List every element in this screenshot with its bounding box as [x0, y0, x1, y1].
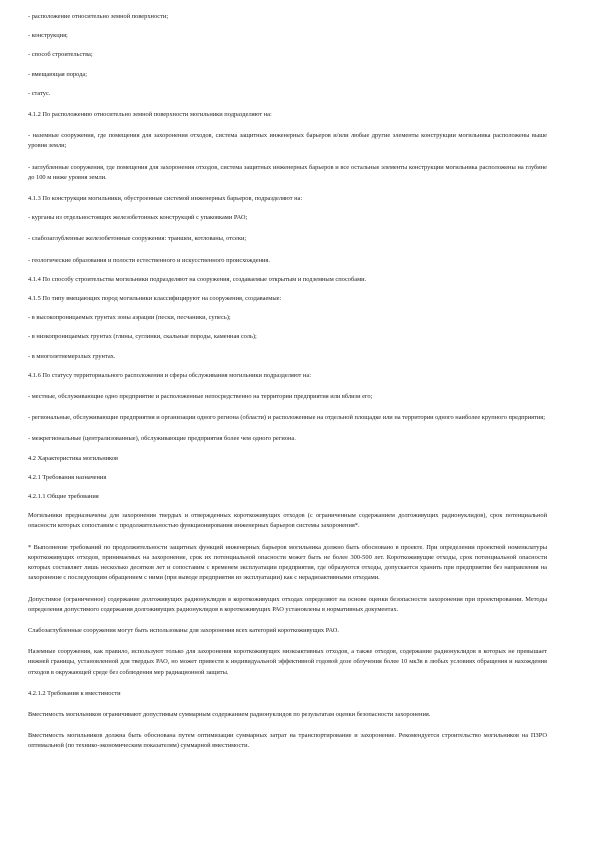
list-item: - региональные, обслуживающие предприятия и организации одного региона (области) и расположенные на отдельной площадке или на территории одного наиболее крупного предприятия; [28, 414, 546, 422]
list-item: - курганы из отдельностоящих железобетонных конструкций с упаковками РАО; [28, 214, 248, 222]
list-item: - местные, обслуживающие одно предприятие и расположенные непосредственно на территории предприятия или вблизи его; [28, 393, 373, 401]
list-item: - слабозаглубленные железобетонные сооружения: траншеи, котлованы, отсеки; [28, 235, 247, 243]
clause-4-1-3: 4.1.3 По конструкции могильники, обустроенные системой инженерных барьеров, подразделяют на: [28, 195, 303, 203]
list-item: - геологические образования и полости естественного и искусственного происхождения. [28, 256, 270, 264]
list-item: - наземные сооружения, где помещения для захоронения отходов, система защитных инженерных барьеров и/или любые другие элементы конструкции могильника расположены выше уровня земли; [28, 132, 547, 150]
paragraph: Наземные сооружения, как правило, используют только для захоронения короткоживущих низкоактивных отходов, а также отходов, содержание радионуклидов в которых не превышает нижней границы, установленной для твердых РАО, но может привести к индивидуальной эффективной годовой дозе облучения более 10 мкЗв в любых условиях обращения и нахождения отходов в окружающей среде без соблюдения мер радиационной защиты. [28, 648, 547, 676]
list-item: - межрегиональные (централизованные), обслуживающие предприятия более чем одного региона. [28, 435, 296, 443]
paragraph: Вместимость могильников должна быть обоснована путем оптимизации суммарных затрат на транспортирование и захоронение. Рекомендуется строительство могильников на ПЗРО оптимальной (по технико-экономическим показателям) суммарной вместимости. [28, 732, 547, 750]
clause-4-1-6: 4.1.6 По статусу территориального расположения и сферы обслуживания могильники подразделяют на: [28, 371, 311, 379]
list-item: - статус. [28, 89, 51, 97]
list-item: - в многолетнемерзлых грунтах. [28, 352, 116, 360]
paragraph: Допустимое (ограниченное) содержание долгоживущих радионуклидов в короткоживущих отходах определяют на основе оценки безопасности захоронения при проектировании. Методы определения допустимого содержания долгоживущих радионуклидов в короткоживущих РАО установлены в нормативных документах. [28, 595, 547, 613]
subsection-heading-4-2-1-2: 4.2.1.2 Требования к вместимости [28, 689, 121, 697]
subsection-heading-4-2-1-1: 4.2.1.1 Общие требования [28, 493, 99, 501]
list-item: - вмещающая порода; [28, 70, 88, 78]
footnote: * Выполнение требований по продолжительности защитных функций инженерных барьеров могильника должно быть обосновано в проекте. При определении проектной номенклатуры короткоживущих отходов, принимаемых на захоронение, срок их потенциальной опасности может быть не более 300-500 лет. Короткоживущие отходы, срок потенциальной опасности которых составляет лишь несколько десятков лет и сопоставим с временем эксплуатации предприятия, где образуются отходы, допускается хранить при предприятии без направления на захоронение с последующим обращением с ними (при выводе предприятия из эксплуатации) как с нерадиоактивными отходами. [28, 543, 547, 582]
list-item: - заглубленные сооружения, где помещения для захоронения отходов, система защитных инженерных барьеров и все остальные элементы конструкции могильника расположены на глубине до 100 м ниже уровня земли. [28, 163, 547, 181]
paragraph: Слабозаглубленные сооружения могут быть использованы для захоронения всех категорий короткоживущих РАО. [28, 626, 339, 634]
paragraph: Вместимость могильников ограничивают допустимым суммарным содержанием радионуклидов по результатам оценки безопасности захоронения. [28, 710, 431, 718]
list-item: - расположение относительно земной поверхности; [28, 13, 169, 20]
list-item: - конструкция; [28, 32, 68, 40]
clause-4-1-4: 4.1.4 По способу строительства могильники подразделяют на сооружения, создаваемые открытым и подземным способами. [28, 275, 367, 283]
clause-4-1-2: 4.1.2 По расположению относительно земной поверхности могильники подразделяют на: [28, 111, 272, 119]
clause-4-1-5: 4.1.5 По типу вмещающих пород могильники классифицируют на сооружения, создаваемые: [28, 295, 282, 303]
list-item: - в низкопроницаемых грунтах (глины, суглинки, скальные породы, каменная соль); [28, 333, 257, 341]
section-heading-4-2: 4.2 Характеристика могильников [28, 454, 119, 462]
subsection-heading-4-2-1: 4.2.1 Требования назначения [28, 473, 107, 481]
list-item: - в высокопроницаемых грунтах зоны аэрации (пески, песчаники, супесь); [28, 314, 231, 322]
list-item: - способ строительства; [28, 51, 93, 59]
paragraph: Могильники предназначены для захоронения твердых и отвержденных короткоживущих отходов (с ограниченным содержанием долгоживущих радионуклидов), срок потенциальной опасности которых сопоставим с продолжительностью функционирования инженерных барьеров системы захоронения*. [28, 512, 547, 530]
